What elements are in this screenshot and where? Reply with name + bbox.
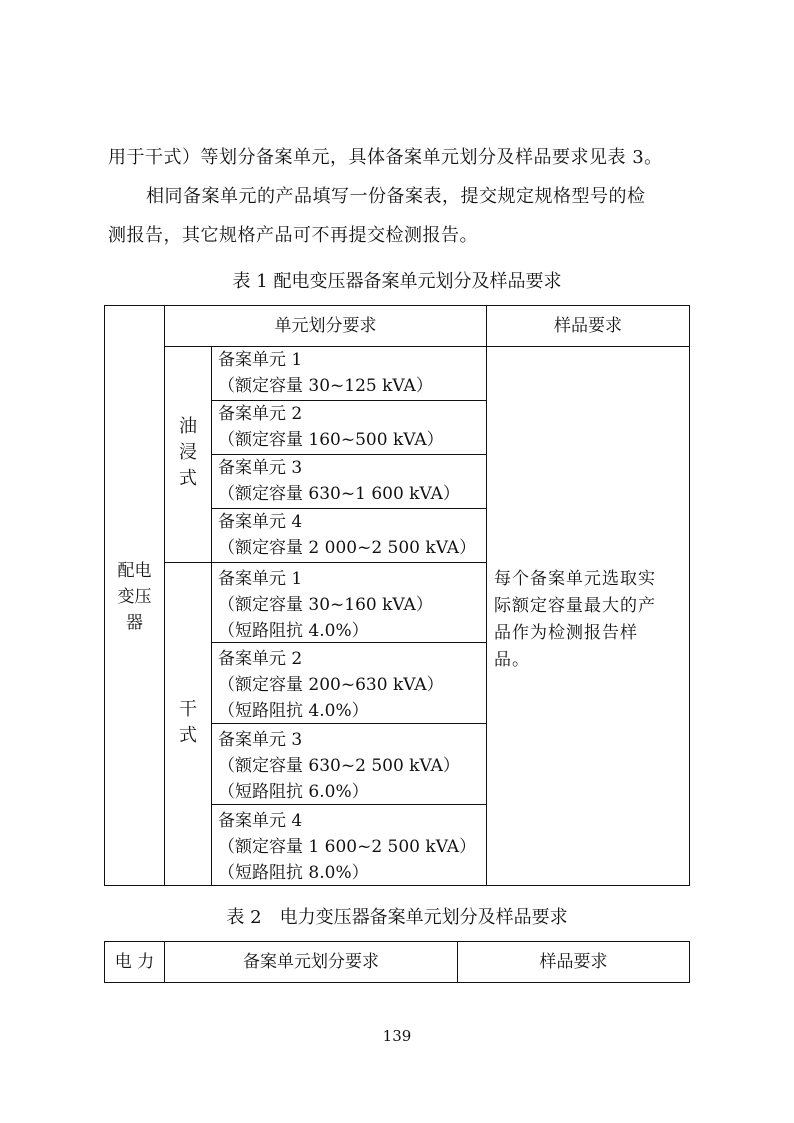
table1-col-divider-3 bbox=[486, 305, 487, 886]
table1-unit: 备案单元 4 （额定容量 1 600~2 500 kVA） （短路阻抗 8.0%） bbox=[218, 811, 477, 883]
table1-unit: 备案单元 4 （额定容量 2 000~2 500 kVA） bbox=[218, 512, 477, 558]
table2-header-division: 备案单元划分要求 bbox=[243, 952, 379, 972]
table2-border-right bbox=[689, 941, 690, 983]
table1-header-division: 单元划分要求 bbox=[274, 316, 377, 336]
table1-type-dry: 干 式 bbox=[179, 699, 197, 746]
paragraph-line-2: 相同备案单元的产品填写一份备案表，提交规定规格型号的检 bbox=[146, 186, 646, 207]
table1-unit: 备案单元 3 （额定容量 630~1 600 kVA） bbox=[218, 458, 460, 504]
table1-unit: 备案单元 1 （额定容量 30~125 kVA） bbox=[218, 350, 433, 396]
table1-type-oil: 油 浸 式 bbox=[179, 416, 197, 489]
table1-group-divider bbox=[164, 562, 487, 563]
page-number: 139 bbox=[382, 1027, 412, 1045]
table1-unit: 备案单元 2 （额定容量 160~500 kVA） bbox=[218, 404, 444, 450]
table1-border-right bbox=[689, 305, 690, 886]
table1-row-divider bbox=[211, 454, 487, 455]
table1-col-divider-1 bbox=[164, 305, 165, 886]
table1-sample-requirement: 每个备案单元选取实 际额定容量最大的产 品作为检测报告样 品。 bbox=[494, 569, 656, 670]
table1-row-divider bbox=[211, 400, 487, 401]
table1-header-sample: 样品要求 bbox=[554, 316, 622, 336]
table1-unit: 备案单元 1 （额定容量 30~160 kVA） （短路阻抗 4.0%） bbox=[218, 569, 433, 641]
table1-header-line bbox=[164, 346, 690, 347]
table2-header-category: 电 力 bbox=[114, 952, 155, 972]
paragraph-line-3: 测报告，其它规格产品可不再提交检测报告。 bbox=[108, 225, 478, 246]
paragraph-line-1: 用于干式）等划分备案单元，具体备案单元划分及样品要求见表 3。 bbox=[108, 147, 663, 168]
table1-unit: 备案单元 2 （额定容量 200~630 kVA） （短路阻抗 4.0%） bbox=[218, 649, 444, 721]
table2-border-top bbox=[104, 941, 690, 942]
table1-row-divider bbox=[211, 508, 487, 509]
table2-header-sample: 样品要求 bbox=[539, 952, 608, 972]
table2-border-bottom bbox=[104, 982, 690, 983]
table2-caption: 表 2 电力变压器备案单元划分及样品要求 bbox=[226, 907, 568, 928]
table1-border-top bbox=[104, 305, 690, 306]
table1-caption: 表 1 配电变压器备案单元划分及样品要求 bbox=[232, 271, 562, 292]
table1-unit: 备案单元 3 （额定容量 630~2 500 kVA） （短路阻抗 6.0%） bbox=[218, 730, 460, 802]
table1-category: 配电 变压 器 bbox=[117, 561, 152, 633]
table1-col-divider-2 bbox=[211, 346, 212, 886]
